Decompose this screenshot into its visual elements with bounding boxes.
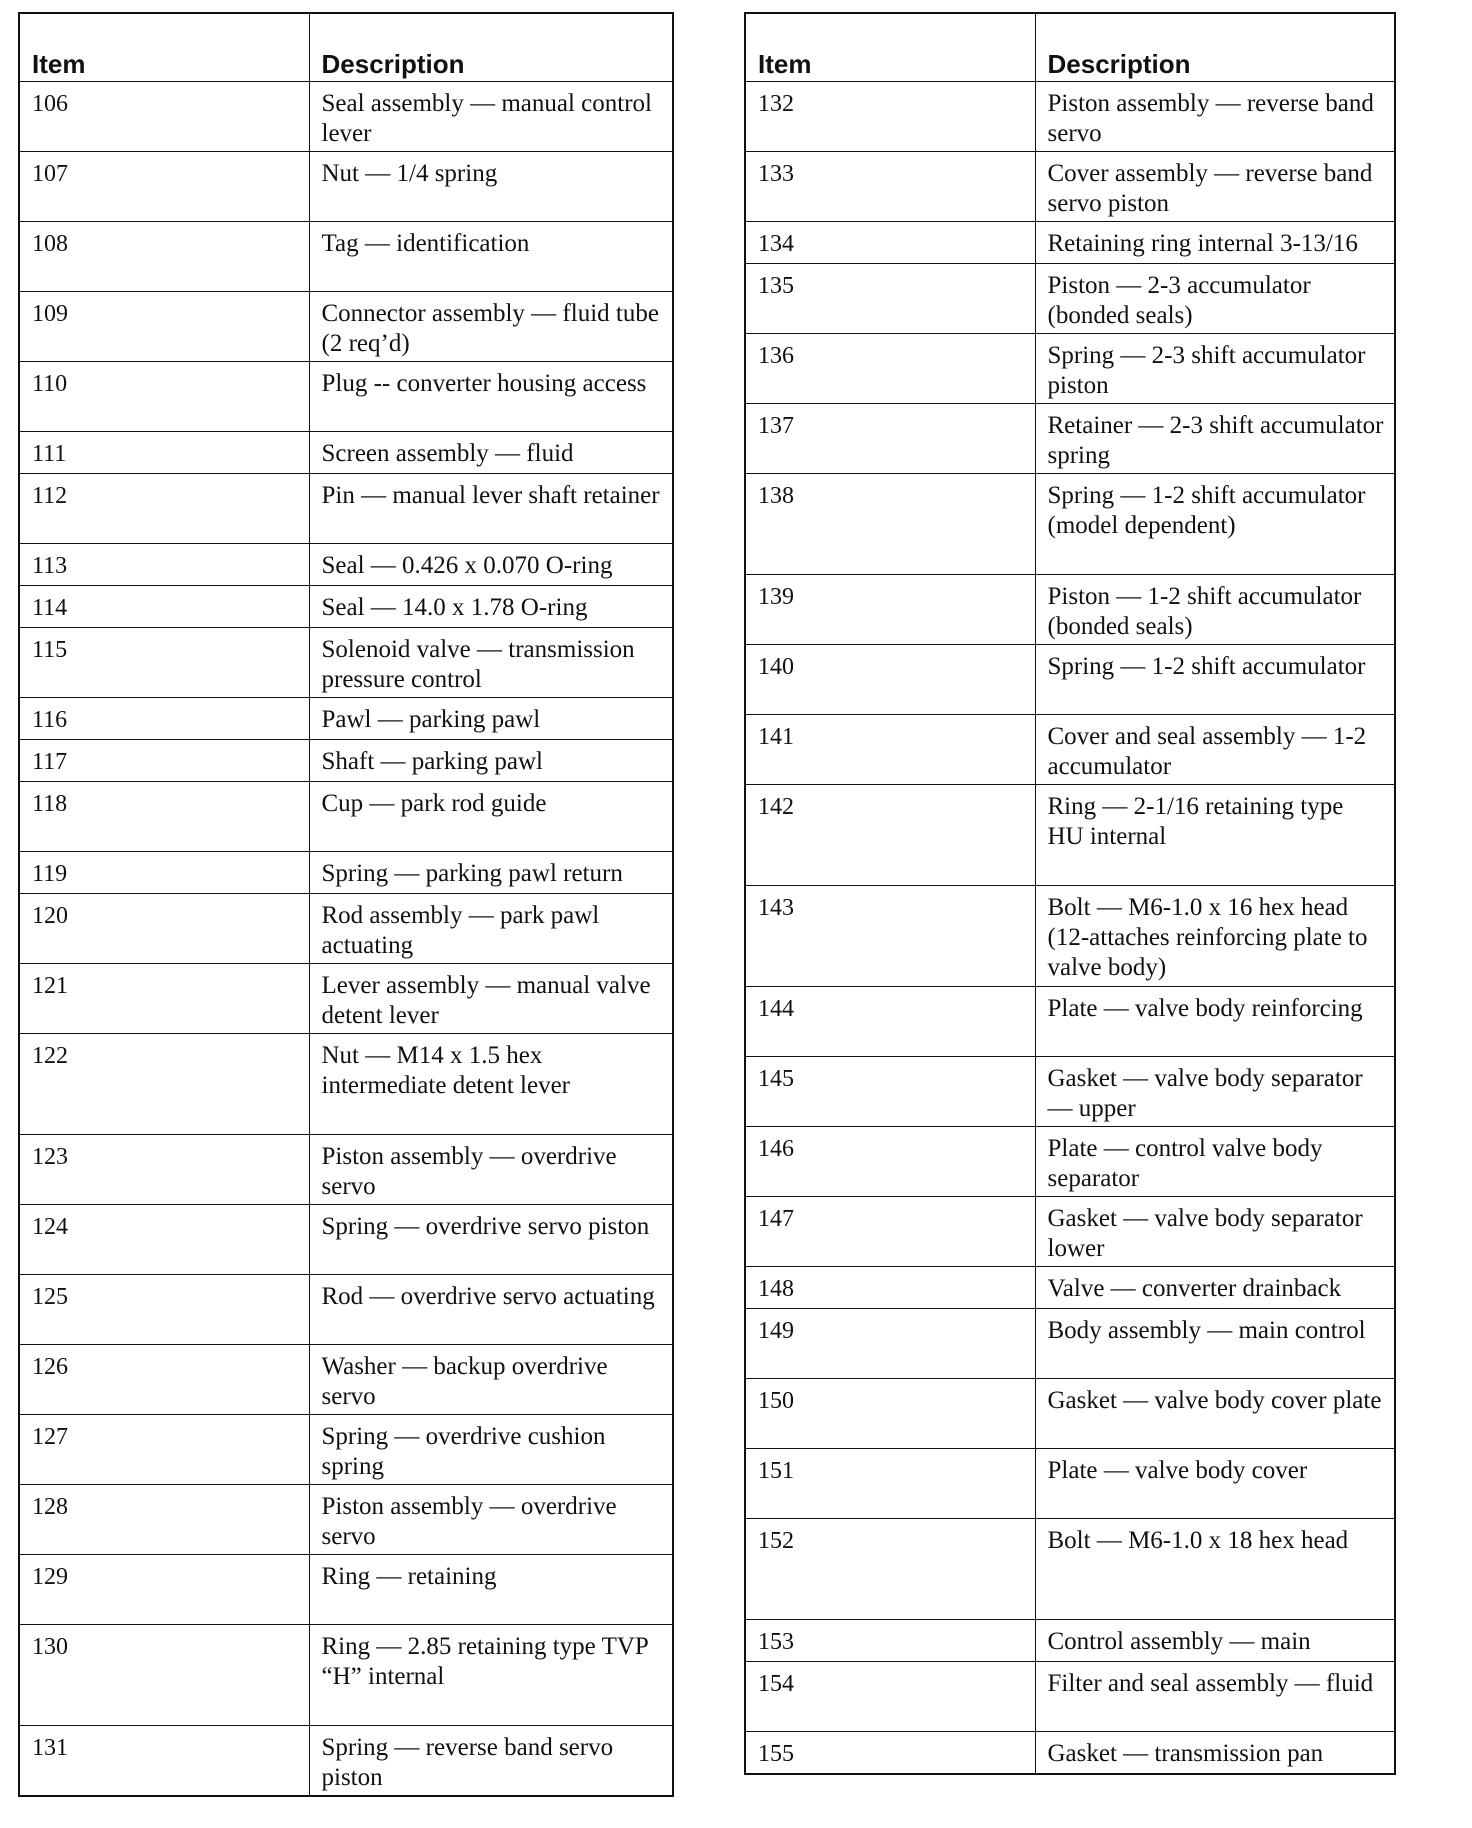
column-header-item: Item	[745, 13, 1035, 82]
item-description: Rod — overdrive servo actuating	[309, 1275, 673, 1345]
item-description: Gasket — valve body separator lower	[1035, 1197, 1395, 1267]
item-number: 145	[745, 1057, 1035, 1127]
item-description: Spring — parking pawl return	[309, 852, 673, 894]
table-body-left	[19, 82, 673, 1797]
item-number: 150	[745, 1379, 1035, 1449]
table-row	[19, 362, 673, 432]
item-number: 127	[19, 1415, 309, 1485]
item-description: Nut — 1/4 spring	[309, 152, 673, 222]
parts-table-left	[18, 12, 674, 1797]
item-number: 121	[19, 964, 309, 1034]
item-description: Piston assembly — overdrive servo	[309, 1135, 673, 1205]
item-number: 147	[745, 1197, 1035, 1267]
table-row	[745, 1662, 1395, 1732]
table-row	[745, 404, 1395, 474]
item-number: 117	[19, 740, 309, 782]
item-number: 139	[745, 575, 1035, 645]
table-row	[745, 645, 1395, 715]
item-number: 119	[19, 852, 309, 894]
item-description: Plate — valve body reinforcing	[1035, 987, 1395, 1057]
table-row	[19, 474, 673, 544]
item-number: 149	[745, 1309, 1035, 1379]
table-row	[19, 292, 673, 362]
item-description: Rod assembly — park pawl actuating	[309, 894, 673, 964]
item-number: 116	[19, 698, 309, 740]
table-row	[19, 1415, 673, 1485]
table-row	[19, 964, 673, 1034]
table-row	[19, 1726, 673, 1797]
item-description: Cup — park rod guide	[309, 782, 673, 852]
table-body-right	[745, 82, 1395, 1775]
item-number: 146	[745, 1127, 1035, 1197]
table-row	[19, 782, 673, 852]
table-row	[745, 1127, 1395, 1197]
item-description: Gasket — transmission pan	[1035, 1732, 1395, 1775]
item-description: Washer — backup overdrive servo	[309, 1345, 673, 1415]
parts-table-right	[744, 12, 1396, 1775]
item-number: 108	[19, 222, 309, 292]
item-number: 143	[745, 886, 1035, 987]
item-number: 142	[745, 785, 1035, 886]
item-number: 125	[19, 1275, 309, 1345]
table-row	[745, 1309, 1395, 1379]
item-number: 114	[19, 586, 309, 628]
item-description: Bolt — M6-1.0 x 18 hex head	[1035, 1519, 1395, 1620]
item-description: Piston assembly — overdrive servo	[309, 1485, 673, 1555]
table-row	[19, 432, 673, 474]
item-number: 141	[745, 715, 1035, 785]
table-row	[19, 586, 673, 628]
item-description: Seal assembly — manual control lever	[309, 82, 673, 152]
item-description: Spring — overdrive cushion spring	[309, 1415, 673, 1485]
item-description: Shaft — parking pawl	[309, 740, 673, 782]
item-description: Plate — control valve body separator	[1035, 1127, 1395, 1197]
item-description: Gasket — valve body separator — upper	[1035, 1057, 1395, 1127]
item-description: Piston assembly — reverse band servo	[1035, 82, 1395, 152]
table-row	[745, 715, 1395, 785]
item-description: Retainer — 2-3 shift accumulator spring	[1035, 404, 1395, 474]
table-row	[19, 1135, 673, 1205]
table-row	[745, 1519, 1395, 1620]
item-number: 122	[19, 1034, 309, 1135]
table-row	[19, 222, 673, 292]
item-number: 152	[745, 1519, 1035, 1620]
table-row	[745, 1620, 1395, 1662]
item-description: Plug -- converter housing access	[309, 362, 673, 432]
item-number: 128	[19, 1485, 309, 1555]
item-number: 137	[745, 404, 1035, 474]
table-row	[19, 1275, 673, 1345]
table-row	[745, 152, 1395, 222]
item-description: Piston — 1-2 shift accumulator (bonded seals)	[1035, 575, 1395, 645]
item-number: 155	[745, 1732, 1035, 1775]
item-description: Retaining ring internal 3-13/16	[1035, 222, 1395, 264]
item-number: 115	[19, 628, 309, 698]
table-row	[745, 575, 1395, 645]
item-description: Spring — 1-2 shift accumulator (model dependent)	[1035, 474, 1395, 575]
column-header-item: Item	[19, 13, 309, 82]
item-number: 154	[745, 1662, 1035, 1732]
item-number: 153	[745, 1620, 1035, 1662]
item-number: 110	[19, 362, 309, 432]
item-description: Ring — retaining	[309, 1555, 673, 1625]
table-header-row	[745, 13, 1395, 82]
item-description: Plate — valve body cover	[1035, 1449, 1395, 1519]
item-number: 118	[19, 782, 309, 852]
item-number: 126	[19, 1345, 309, 1415]
table-header-row	[19, 13, 673, 82]
item-number: 129	[19, 1555, 309, 1625]
table-row	[745, 886, 1395, 987]
item-number: 112	[19, 474, 309, 544]
table-row	[19, 544, 673, 586]
table-row	[745, 1267, 1395, 1309]
table-row	[19, 894, 673, 964]
table-row	[745, 82, 1395, 152]
table-row	[745, 222, 1395, 264]
item-description: Valve — converter drainback	[1035, 1267, 1395, 1309]
item-number: 111	[19, 432, 309, 474]
table-row	[745, 1379, 1395, 1449]
column-header-description: Description	[1035, 13, 1395, 82]
item-description: Nut — M14 x 1.5 hex intermediate detent lever	[309, 1034, 673, 1135]
item-number: 109	[19, 292, 309, 362]
table-row	[745, 987, 1395, 1057]
table-row	[745, 264, 1395, 334]
item-number: 106	[19, 82, 309, 152]
item-description: Solenoid valve — transmission pressure control	[309, 628, 673, 698]
table-row	[745, 334, 1395, 404]
item-description: Ring — 2.85 retaining type TVP “H” internal	[309, 1625, 673, 1726]
item-description: Cover assembly — reverse band servo piston	[1035, 152, 1395, 222]
item-description: Lever assembly — manual valve detent lever	[309, 964, 673, 1034]
item-description: Cover and seal assembly — 1-2 accumulator	[1035, 715, 1395, 785]
item-description: Screen assembly — fluid	[309, 432, 673, 474]
item-number: 123	[19, 1135, 309, 1205]
table-row	[745, 1449, 1395, 1519]
item-number: 140	[745, 645, 1035, 715]
item-number: 132	[745, 82, 1035, 152]
item-description: Tag — identification	[309, 222, 673, 292]
table-row	[19, 740, 673, 782]
item-description: Pawl — parking pawl	[309, 698, 673, 740]
item-description: Connector assembly — fluid tube (2 req’d)	[309, 292, 673, 362]
table-row	[19, 628, 673, 698]
table-row	[745, 474, 1395, 575]
item-number: 138	[745, 474, 1035, 575]
item-number: 107	[19, 152, 309, 222]
item-description: Pin — manual lever shaft retainer	[309, 474, 673, 544]
item-number: 134	[745, 222, 1035, 264]
item-description: Bolt — M6-1.0 x 16 hex head (12-attaches reinforcing plate to valve body)	[1035, 886, 1395, 987]
item-description: Seal — 14.0 x 1.78 O-ring	[309, 586, 673, 628]
column-header-description: Description	[309, 13, 673, 82]
item-number: 148	[745, 1267, 1035, 1309]
table-row	[19, 1625, 673, 1726]
table-row	[19, 1345, 673, 1415]
item-number: 151	[745, 1449, 1035, 1519]
table-row	[19, 1485, 673, 1555]
item-description: Spring — 1-2 shift accumulator	[1035, 645, 1395, 715]
item-number: 120	[19, 894, 309, 964]
table-row	[19, 852, 673, 894]
table-row	[19, 1555, 673, 1625]
item-number: 135	[745, 264, 1035, 334]
item-number: 131	[19, 1726, 309, 1797]
item-number: 113	[19, 544, 309, 586]
table-row	[745, 785, 1395, 886]
item-description: Gasket — valve body cover plate	[1035, 1379, 1395, 1449]
item-number: 136	[745, 334, 1035, 404]
item-description: Spring — reverse band servo piston	[309, 1726, 673, 1797]
item-number: 133	[745, 152, 1035, 222]
item-number: 124	[19, 1205, 309, 1275]
table-row	[745, 1197, 1395, 1267]
item-description: Spring — 2-3 shift accumulator piston	[1035, 334, 1395, 404]
item-description: Filter and seal assembly — fluid	[1035, 1662, 1395, 1732]
table-row	[745, 1057, 1395, 1127]
table-row	[745, 1732, 1395, 1775]
item-description: Spring — overdrive servo piston	[309, 1205, 673, 1275]
table-row	[19, 1205, 673, 1275]
item-description: Piston — 2-3 accumulator (bonded seals)	[1035, 264, 1395, 334]
item-description: Seal — 0.426 x 0.070 O-ring	[309, 544, 673, 586]
item-number: 144	[745, 987, 1035, 1057]
table-row	[19, 152, 673, 222]
table-row	[19, 698, 673, 740]
item-description: Body assembly — main control	[1035, 1309, 1395, 1379]
item-description: Control assembly — main	[1035, 1620, 1395, 1662]
table-row	[19, 1034, 673, 1135]
table-row	[19, 82, 673, 152]
item-number: 130	[19, 1625, 309, 1726]
item-description: Ring — 2-1/16 retaining type HU internal	[1035, 785, 1395, 886]
